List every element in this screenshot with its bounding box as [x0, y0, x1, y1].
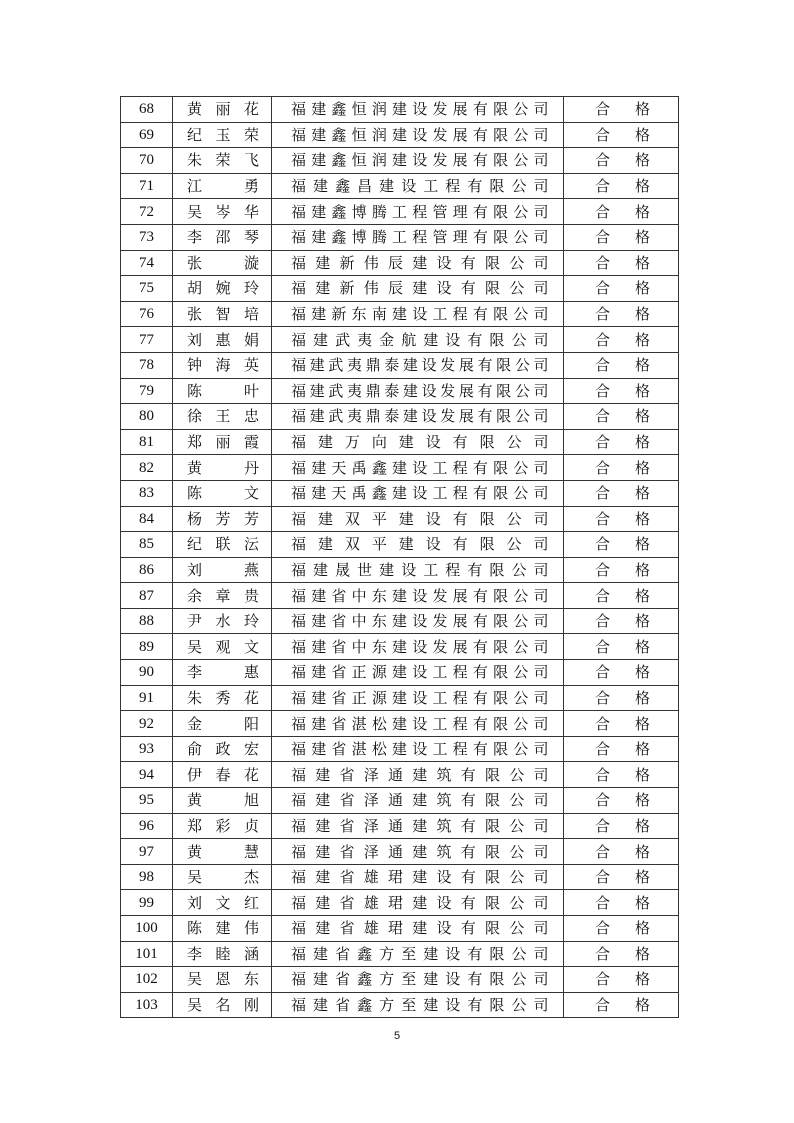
table-row — [121, 506, 679, 532]
table-row — [121, 839, 679, 865]
result-status: 合格 — [564, 97, 679, 123]
result-status: 合格 — [564, 506, 679, 532]
table-row — [121, 916, 679, 942]
row-number: 77 — [121, 327, 173, 353]
person-name: 黄丽花 — [173, 97, 272, 123]
result-status: 合格 — [564, 404, 679, 430]
person-name: 吴杰 — [173, 864, 272, 890]
company-name: 福建鑫博腾工程管理有限公司 — [272, 199, 564, 225]
row-number: 86 — [121, 557, 173, 583]
row-number: 73 — [121, 224, 173, 250]
table-row — [121, 352, 679, 378]
row-number: 100 — [121, 916, 173, 942]
result-status: 合格 — [564, 839, 679, 865]
row-number: 90 — [121, 660, 173, 686]
row-number: 80 — [121, 404, 173, 430]
table-row — [121, 813, 679, 839]
row-number: 89 — [121, 634, 173, 660]
company-name: 福建武夷鼎泰建设发展有限公司 — [272, 378, 564, 404]
table-row — [121, 736, 679, 762]
company-name: 福建鑫博腾工程管理有限公司 — [272, 224, 564, 250]
table-row — [121, 97, 679, 123]
result-status: 合格 — [564, 890, 679, 916]
row-number: 85 — [121, 532, 173, 558]
table-row — [121, 608, 679, 634]
table-row — [121, 762, 679, 788]
row-number: 68 — [121, 97, 173, 123]
company-name: 福建双平建设有限公司 — [272, 506, 564, 532]
table-row — [121, 378, 679, 404]
company-name: 福建万向建设有限公司 — [272, 429, 564, 455]
table-row — [121, 250, 679, 276]
result-status: 合格 — [564, 276, 679, 302]
company-name: 福建新伟辰建设有限公司 — [272, 276, 564, 302]
table-row — [121, 634, 679, 660]
result-status: 合格 — [564, 685, 679, 711]
person-name: 金阳 — [173, 711, 272, 737]
person-name: 黄丹 — [173, 455, 272, 481]
company-name: 福建省中东建设发展有限公司 — [272, 634, 564, 660]
person-name: 陈建伟 — [173, 916, 272, 942]
company-name: 福建晟世建设工程有限公司 — [272, 557, 564, 583]
table-row — [121, 404, 679, 430]
result-status: 合格 — [564, 916, 679, 942]
person-name: 朱秀花 — [173, 685, 272, 711]
person-name: 刘文红 — [173, 890, 272, 916]
company-name: 福建武夷金航建设有限公司 — [272, 327, 564, 353]
person-name: 伊春花 — [173, 762, 272, 788]
table-row — [121, 685, 679, 711]
row-number: 70 — [121, 148, 173, 174]
person-name: 吴恩东 — [173, 967, 272, 993]
result-status: 合格 — [564, 250, 679, 276]
result-status: 合格 — [564, 352, 679, 378]
result-status: 合格 — [564, 788, 679, 814]
result-status: 合格 — [564, 813, 679, 839]
row-number: 92 — [121, 711, 173, 737]
company-name: 福建省泽通建筑有限公司 — [272, 788, 564, 814]
person-name: 吴观文 — [173, 634, 272, 660]
result-status: 合格 — [564, 378, 679, 404]
row-number: 82 — [121, 455, 173, 481]
row-number: 72 — [121, 199, 173, 225]
row-number: 98 — [121, 864, 173, 890]
row-number: 81 — [121, 429, 173, 455]
person-name: 黄旭 — [173, 788, 272, 814]
result-status: 合格 — [564, 532, 679, 558]
person-name: 余章贵 — [173, 583, 272, 609]
result-status: 合格 — [564, 634, 679, 660]
company-name: 福建省鑫方至建设有限公司 — [272, 967, 564, 993]
result-status: 合格 — [564, 122, 679, 148]
person-name: 李睦涵 — [173, 941, 272, 967]
table-row — [121, 532, 679, 558]
row-number: 91 — [121, 685, 173, 711]
table-row — [121, 122, 679, 148]
result-status: 合格 — [564, 762, 679, 788]
company-name: 福建省雄珺建设有限公司 — [272, 916, 564, 942]
company-name: 福建省泽通建筑有限公司 — [272, 839, 564, 865]
company-name: 福建新东南建设工程有限公司 — [272, 301, 564, 327]
row-number: 78 — [121, 352, 173, 378]
person-name: 朱荣飞 — [173, 148, 272, 174]
person-name: 纪玉荣 — [173, 122, 272, 148]
person-name: 杨芳芳 — [173, 506, 272, 532]
company-name: 福建省鑫方至建设有限公司 — [272, 941, 564, 967]
result-status: 合格 — [564, 864, 679, 890]
row-number: 103 — [121, 992, 173, 1018]
company-name: 福建省湛松建设工程有限公司 — [272, 736, 564, 762]
result-status: 合格 — [564, 455, 679, 481]
roster-body — [121, 97, 679, 1018]
person-name: 吴名刚 — [173, 992, 272, 1018]
person-name: 张漩 — [173, 250, 272, 276]
result-status: 合格 — [564, 608, 679, 634]
roster-table — [120, 96, 679, 1018]
row-number: 102 — [121, 967, 173, 993]
company-name: 福建省雄珺建设有限公司 — [272, 864, 564, 890]
row-number: 87 — [121, 583, 173, 609]
person-name: 刘燕 — [173, 557, 272, 583]
company-name: 福建省泽通建筑有限公司 — [272, 762, 564, 788]
person-name: 胡婉玲 — [173, 276, 272, 302]
person-name: 徐王忠 — [173, 404, 272, 430]
table-row — [121, 890, 679, 916]
table-row — [121, 480, 679, 506]
table-row — [121, 660, 679, 686]
result-status: 合格 — [564, 711, 679, 737]
page-number: 5 — [393, 1030, 401, 1042]
table-row — [121, 327, 679, 353]
row-number: 95 — [121, 788, 173, 814]
company-name: 福建鑫恒润建设发展有限公司 — [272, 148, 564, 174]
company-name: 福建新伟辰建设有限公司 — [272, 250, 564, 276]
table-row — [121, 967, 679, 993]
company-name: 福建省正源建设工程有限公司 — [272, 660, 564, 686]
table-row — [121, 301, 679, 327]
result-status: 合格 — [564, 992, 679, 1018]
row-number: 101 — [121, 941, 173, 967]
row-number: 76 — [121, 301, 173, 327]
table-row — [121, 276, 679, 302]
row-number: 99 — [121, 890, 173, 916]
company-name: 福建省泽通建筑有限公司 — [272, 813, 564, 839]
result-status: 合格 — [564, 327, 679, 353]
result-status: 合格 — [564, 148, 679, 174]
table-row — [121, 429, 679, 455]
result-status: 合格 — [564, 480, 679, 506]
row-number: 93 — [121, 736, 173, 762]
person-name: 江勇 — [173, 173, 272, 199]
person-name: 钟海英 — [173, 352, 272, 378]
person-name: 陈叶 — [173, 378, 272, 404]
company-name: 福建鑫恒润建设发展有限公司 — [272, 97, 564, 123]
company-name: 福建武夷鼎泰建设发展有限公司 — [272, 352, 564, 378]
result-status: 合格 — [564, 967, 679, 993]
person-name: 俞政宏 — [173, 736, 272, 762]
row-number: 88 — [121, 608, 173, 634]
person-name: 郑丽霞 — [173, 429, 272, 455]
row-number: 83 — [121, 480, 173, 506]
table-row — [121, 148, 679, 174]
company-name: 福建省湛松建设工程有限公司 — [272, 711, 564, 737]
row-number: 96 — [121, 813, 173, 839]
person-name: 李惠 — [173, 660, 272, 686]
result-status: 合格 — [564, 224, 679, 250]
result-status: 合格 — [564, 557, 679, 583]
person-name: 尹水玲 — [173, 608, 272, 634]
company-name: 福建省雄珺建设有限公司 — [272, 890, 564, 916]
result-status: 合格 — [564, 941, 679, 967]
table-row — [121, 455, 679, 481]
table-row — [121, 992, 679, 1018]
company-name: 福建省中东建设发展有限公司 — [272, 583, 564, 609]
table-row — [121, 557, 679, 583]
row-number: 94 — [121, 762, 173, 788]
result-status: 合格 — [564, 429, 679, 455]
row-number: 75 — [121, 276, 173, 302]
table-row — [121, 788, 679, 814]
row-number: 69 — [121, 122, 173, 148]
company-name: 福建天禹鑫建设工程有限公司 — [272, 480, 564, 506]
table-row — [121, 711, 679, 737]
person-name: 刘惠娟 — [173, 327, 272, 353]
row-number: 74 — [121, 250, 173, 276]
result-status: 合格 — [564, 660, 679, 686]
person-name: 黄慧 — [173, 839, 272, 865]
company-name: 福建省鑫方至建设有限公司 — [272, 992, 564, 1018]
row-number: 97 — [121, 839, 173, 865]
company-name: 福建武夷鼎泰建设发展有限公司 — [272, 404, 564, 430]
result-status: 合格 — [564, 173, 679, 199]
result-status: 合格 — [564, 736, 679, 762]
result-status: 合格 — [564, 583, 679, 609]
table-row — [121, 583, 679, 609]
result-status: 合格 — [564, 199, 679, 225]
result-status: 合格 — [564, 301, 679, 327]
person-name: 李邵琴 — [173, 224, 272, 250]
row-number: 79 — [121, 378, 173, 404]
person-name: 张智培 — [173, 301, 272, 327]
person-name: 吴岑华 — [173, 199, 272, 225]
company-name: 福建天禹鑫建设工程有限公司 — [272, 455, 564, 481]
company-name: 福建省中东建设发展有限公司 — [272, 608, 564, 634]
company-name: 福建省正源建设工程有限公司 — [272, 685, 564, 711]
table-row — [121, 864, 679, 890]
company-name: 福建鑫恒润建设发展有限公司 — [272, 122, 564, 148]
row-number: 84 — [121, 506, 173, 532]
company-name: 福建鑫昌建设工程有限公司 — [272, 173, 564, 199]
table-row — [121, 173, 679, 199]
table-row — [121, 199, 679, 225]
person-name: 陈文 — [173, 480, 272, 506]
table-row — [121, 941, 679, 967]
company-name: 福建双平建设有限公司 — [272, 532, 564, 558]
person-name: 郑彩贞 — [173, 813, 272, 839]
person-name: 纪联沄 — [173, 532, 272, 558]
table-row — [121, 224, 679, 250]
row-number: 71 — [121, 173, 173, 199]
